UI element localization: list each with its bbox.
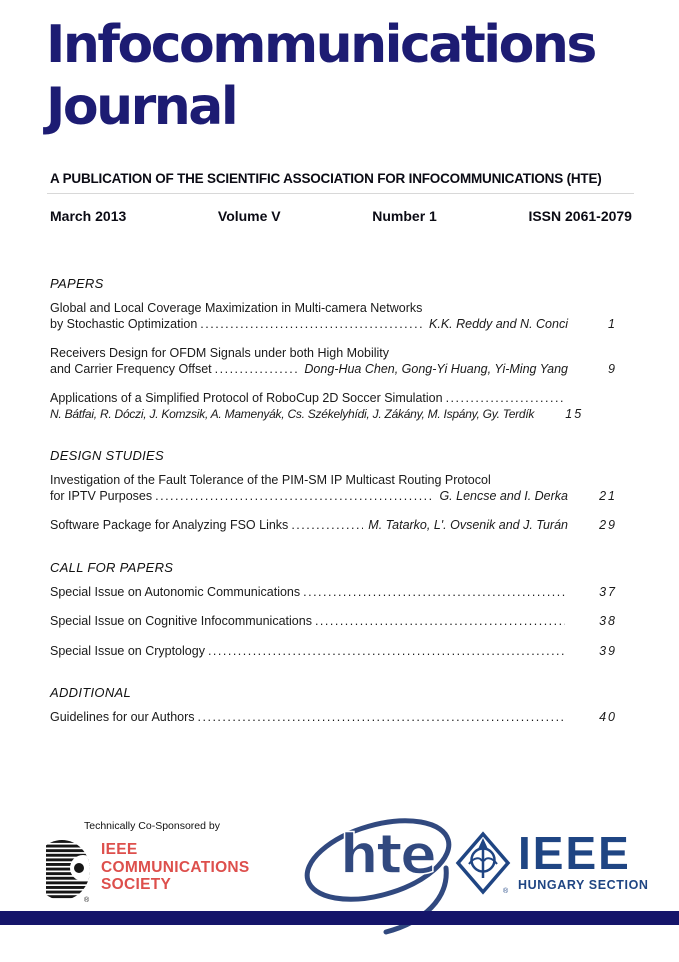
toc-entry	[50, 644, 632, 660]
sponsor-note: Technically Co-Sponsored by	[84, 820, 220, 832]
toc-title-text: Global and Local Coverage Maximization in Multi-camera Networks	[50, 301, 423, 315]
dot-leader	[446, 391, 565, 407]
toc-title-text: and Carrier Frequency Offset	[50, 361, 212, 376]
toc-title-text: Guidelines for our Authors	[50, 710, 195, 724]
toc-entry	[50, 473, 632, 504]
toc-line	[50, 473, 632, 489]
toc-line	[50, 346, 632, 362]
toc-page-number: 21	[599, 488, 617, 503]
issue-volume: Volume V	[217, 208, 281, 224]
toc-page-number: 37	[599, 584, 617, 599]
toc-section	[50, 448, 632, 534]
dot-leader	[303, 585, 565, 601]
toc-title-text: Investigation of the Fault Tolerance of the PIM-SM IP Multicast Routing Protocol	[50, 473, 491, 487]
dot-leader	[315, 614, 565, 630]
toc-line	[50, 585, 632, 601]
toc-title-text: Special Issue on Autonomic Communications	[50, 584, 301, 599]
journal-title-line2: Journal	[46, 77, 237, 137]
comsoc-line3: SOCIETY	[101, 876, 172, 893]
toc-title-text: Applications of a Simplified Protocol of RoboCup 2D Soccer Simulation	[50, 391, 443, 405]
toc-entry	[50, 391, 632, 422]
comsoc-line1: IEEE	[101, 841, 138, 858]
toc-authors: N. Bátfai, R. Dóczi, J. Komzsik, A. Mamenyák, Cs. Székelyhídi, J. Zákány, M. Ispány, Gy. Terdík	[50, 406, 535, 421]
toc-page-number: 40	[599, 710, 617, 724]
toc-line	[50, 518, 632, 534]
issue-issn: ISSN 2061-2079	[528, 208, 632, 224]
toc-entry	[50, 346, 632, 377]
journal-title	[46, 14, 595, 138]
comsoc-globe-icon	[46, 838, 92, 904]
toc-section	[50, 685, 632, 726]
toc-line	[50, 362, 632, 378]
footer-bar	[0, 911, 679, 925]
toc-section-heading: PAPERS	[50, 276, 104, 291]
toc-line	[50, 391, 632, 407]
toc-title-text: by Stochastic Optimization	[50, 316, 198, 331]
header-divider	[47, 193, 634, 194]
ieee-section-label: HUNGARY SECTION	[518, 878, 649, 892]
toc-section	[50, 276, 632, 422]
toc-page-number: 15	[565, 406, 584, 421]
toc-line	[50, 407, 632, 423]
toc-line	[50, 710, 632, 726]
comsoc-line2: COMMUNICATIONS	[101, 858, 250, 876]
toc-section-heading: DESIGN STUDIES	[50, 448, 164, 463]
issue-info-row	[50, 208, 632, 224]
toc-authors: Dong-Hua Chen, Gong-Yi Huang, Yi-Ming Yang	[304, 361, 568, 376]
toc-title-text: Special Issue on Cryptology	[50, 643, 205, 658]
dot-leader	[208, 644, 565, 660]
dot-leader	[155, 489, 434, 505]
dot-leader	[200, 317, 424, 333]
toc-page-number: 29	[599, 518, 617, 532]
toc-page-number: 1	[608, 316, 617, 331]
comsoc-wordmark	[101, 838, 250, 894]
toc-section-heading: ADDITIONAL	[50, 685, 132, 700]
hte-wordmark: hte	[340, 823, 435, 886]
toc-line	[50, 614, 632, 630]
ieee-wordmark	[518, 827, 649, 892]
journal-title-line1: Infocommunications	[46, 15, 595, 75]
toc-line	[50, 489, 632, 505]
toc-title-text: Special Issue on Cognitive Infocommunications	[50, 614, 312, 628]
toc-title-text: Receivers Design for OFDM Signals under both High Mobility	[50, 346, 390, 360]
dot-leader	[198, 710, 565, 726]
toc-section	[50, 560, 632, 660]
issue-date: March 2013	[50, 208, 127, 224]
toc-page-number: 9	[608, 361, 617, 376]
toc-title-text: Software Package for Analyzing FSO Links	[50, 518, 289, 532]
publication-statement: A PUBLICATION OF THE SCIENTIFIC ASSOCIATION FOR INFOCOMMUNICATIONS (HTE)	[50, 171, 602, 186]
comsoc-registered-mark: ®	[84, 897, 90, 904]
toc-title-text: for IPTV Purposes	[50, 488, 153, 503]
toc-authors: G. Lencse and I. Derka	[439, 488, 568, 503]
ieee-registered-mark: ®	[503, 888, 509, 895]
toc-authors: K.K. Reddy and N. Conci	[429, 316, 568, 331]
issue-number: Number 1	[372, 208, 437, 224]
toc-entry	[50, 301, 632, 332]
toc-entry	[50, 518, 632, 534]
toc-section-heading: CALL FOR PAPERS	[50, 559, 174, 575]
toc-page-number: 39	[599, 643, 617, 658]
toc-entry	[50, 614, 632, 630]
dot-leader	[215, 362, 300, 378]
comsoc-logo	[46, 838, 250, 904]
toc-authors: M. Tatarko, L'. Ovsenik and J. Turán	[368, 518, 568, 532]
ieee-hungary-logo	[455, 827, 649, 895]
toc-line	[50, 317, 632, 333]
toc-line	[50, 644, 632, 660]
toc-line	[50, 301, 632, 317]
ieee-diamond-icon	[455, 831, 511, 895]
toc-entry	[50, 585, 632, 601]
toc-entry	[50, 710, 632, 726]
ieee-name: IEEE	[518, 827, 631, 879]
dot-leader	[291, 518, 363, 534]
toc-page-number: 38	[599, 614, 617, 628]
toc	[50, 276, 632, 752]
